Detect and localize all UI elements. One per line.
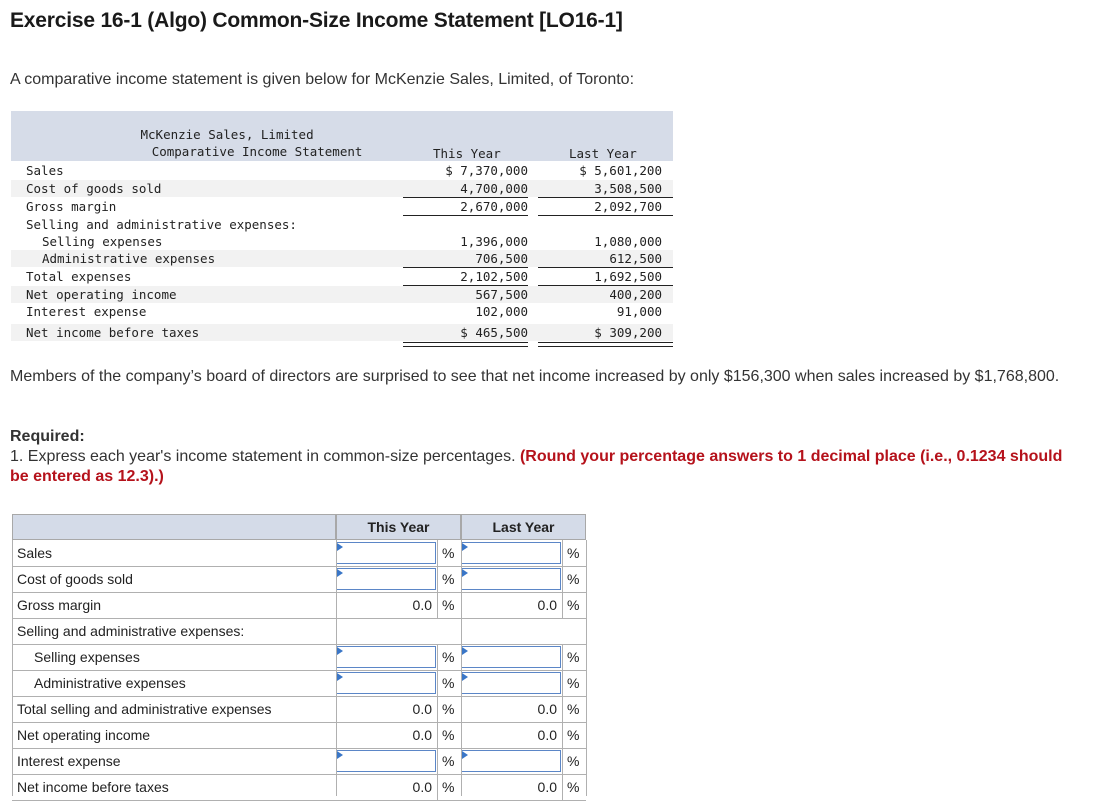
last-year-percent-value: 0.0 (537, 727, 557, 743)
table-border (461, 540, 462, 796)
stmt-this-year-value: 102,000 (475, 304, 528, 319)
percent-sign: % (567, 571, 580, 587)
intro-text: A comparative income statement is given below for McKenzie Sales, Limited, of Toronto: (10, 71, 635, 88)
stmt-last-year-value: 3,508,500 (594, 181, 662, 196)
last-year-percent-value: 0.0 (537, 779, 557, 795)
answer-row (12, 618, 586, 644)
input-marker-icon (462, 569, 468, 577)
answer-row (12, 696, 586, 722)
required-text: 1. Express each year's income statement in common-size percentages. (Round your percentage answers to 1 decimal place (i.e., 0.1234 should be entered as 12.3).) (10, 448, 1063, 485)
percent-sign: % (567, 597, 580, 613)
this-year-percent-value: 0.0 (412, 701, 432, 717)
input-marker-icon (337, 543, 343, 551)
stmt-underline (538, 285, 673, 286)
percent-sign: % (442, 545, 455, 561)
answer-header-blank (12, 514, 336, 540)
stmt-last-year-value: 2,092,700 (594, 199, 662, 214)
last-year-percent-input[interactable] (461, 646, 561, 668)
cell-divider (437, 566, 438, 592)
last-year-percent-input[interactable] (461, 672, 561, 694)
stmt-last-year-value: $ 309,200 (594, 325, 662, 340)
answer-row-label: Selling and administrative expenses: (17, 623, 245, 639)
answer-row (12, 748, 586, 774)
stmt-underline (403, 197, 528, 198)
cell-divider (437, 748, 438, 774)
answer-col-this-year: This Year (336, 514, 461, 540)
stmt-this-year-value: 567,500 (475, 287, 528, 302)
percent-sign: % (567, 779, 580, 795)
this-year-percent-input[interactable] (336, 542, 436, 564)
cell-divider (562, 592, 563, 618)
cell-divider (437, 592, 438, 618)
stmt-row-label: Selling expenses (42, 234, 163, 249)
this-year-percent-input[interactable] (336, 568, 436, 590)
last-year-percent-input[interactable] (461, 542, 561, 564)
input-marker-icon (337, 673, 343, 681)
input-marker-icon (337, 569, 343, 577)
answer-row-label: Selling expenses (34, 649, 140, 665)
stmt-col-this-year: This Year (433, 146, 501, 161)
table-border (586, 540, 587, 796)
stmt-row-label: Total expenses (26, 269, 132, 284)
stmt-this-year-value: $ 7,370,000 (445, 163, 528, 178)
answer-row (12, 670, 586, 696)
table-border (336, 540, 337, 796)
stmt-row-label: Selling and administrative expenses: (26, 217, 297, 232)
this-year-percent-value: 0.0 (412, 779, 432, 795)
stmt-underline (538, 342, 673, 343)
stmt-last-year-value: 1,692,500 (594, 269, 662, 284)
stmt-last-year-value: 1,080,000 (594, 234, 662, 249)
stmt-last-year-value: $ 5,601,200 (579, 163, 662, 178)
last-year-percent-input[interactable] (461, 750, 561, 772)
input-marker-icon (337, 647, 343, 655)
stmt-last-year-value: 612,500 (609, 251, 662, 266)
percent-sign: % (442, 701, 455, 717)
cell-divider (562, 644, 563, 670)
answer-row-label: Net income before taxes (17, 779, 169, 795)
required-label: Required: (10, 428, 85, 445)
stmt-this-year-value: $ 465,500 (460, 325, 528, 340)
company-name: McKenzie Sales, Limited (140, 127, 314, 142)
cell-divider (562, 540, 563, 566)
stmt-underline (538, 197, 673, 198)
cell-divider (562, 774, 563, 800)
percent-sign: % (567, 545, 580, 561)
stmt-last-year-value: 400,200 (609, 287, 662, 302)
input-marker-icon (462, 673, 468, 681)
stmt-this-year-value: 1,396,000 (460, 234, 528, 249)
stmt-underline (403, 285, 528, 286)
cell-divider (437, 644, 438, 670)
answer-row (12, 540, 586, 566)
answer-row-label: Administrative expenses (34, 675, 186, 691)
body-text: Members of the company’s board of directors are surprised to see that net income increased by only $156,300 when sales increased by $1,768,800. (10, 368, 1060, 385)
percent-sign: % (442, 753, 455, 769)
answer-row (12, 592, 586, 618)
stmt-col-last-year: Last Year (569, 146, 637, 161)
cell-divider (437, 722, 438, 748)
rounding-note: (Round your percentage answers to 1 decimal place (i.e., 0.1234 should be entered as 12.3).) (10, 448, 1063, 485)
answer-row (12, 774, 586, 800)
stmt-row-label: Sales (26, 163, 64, 178)
stmt-underline (538, 215, 673, 216)
answer-row-label: Total selling and administrative expenses (17, 701, 272, 717)
stmt-underline (403, 342, 528, 343)
this-year-percent-input[interactable] (336, 750, 436, 772)
percent-sign: % (442, 675, 455, 691)
statement-name: Comparative Income Statement (151, 144, 363, 159)
percent-sign: % (442, 779, 455, 795)
cell-divider (562, 722, 563, 748)
input-marker-icon (462, 751, 468, 759)
stmt-row-label: Gross margin (26, 199, 117, 214)
percent-sign: % (442, 597, 455, 613)
cell-divider (437, 540, 438, 566)
stmt-last-year-value: 91,000 (616, 304, 662, 319)
page-title: Exercise 16-1 (Algo) Common-Size Income Statement [LO16-1] (10, 9, 623, 32)
this-year-percent-value: 0.0 (412, 727, 432, 743)
stmt-this-year-value: 2,102,500 (460, 269, 528, 284)
answer-row-label: Cost of goods sold (17, 571, 133, 587)
cell-divider (562, 670, 563, 696)
percent-sign: % (567, 701, 580, 717)
percent-sign: % (442, 649, 455, 665)
stmt-this-year-value: 2,670,000 (460, 199, 528, 214)
stmt-underline (403, 215, 528, 216)
this-year-percent-input[interactable] (336, 672, 436, 694)
table-border (12, 540, 13, 796)
answer-row-label: Net operating income (17, 727, 151, 743)
comparative-income-statement (11, 111, 673, 347)
this-year-percent-value: 0.0 (412, 597, 432, 613)
stmt-underline (538, 267, 673, 268)
stmt-underline (403, 346, 528, 347)
answer-row-label: Interest expense (17, 753, 121, 769)
cell-divider (562, 566, 563, 592)
percent-sign: % (567, 727, 580, 743)
cell-divider (437, 696, 438, 722)
stmt-row-label: Net income before taxes (26, 325, 200, 340)
last-year-percent-value: 0.0 (537, 701, 557, 717)
stmt-row-label: Administrative expenses (42, 251, 216, 266)
answer-col-last-year: Last Year (461, 514, 586, 540)
cell-divider (562, 696, 563, 722)
stmt-this-year-value: 4,700,000 (460, 181, 528, 196)
last-year-percent-input[interactable] (461, 568, 561, 590)
percent-sign: % (567, 649, 580, 665)
percent-sign: % (442, 727, 455, 743)
stmt-underline (403, 267, 528, 268)
answer-row-label: Gross margin (17, 597, 102, 613)
last-year-percent-value: 0.0 (537, 597, 557, 613)
percent-sign: % (567, 753, 580, 769)
cell-divider (562, 748, 563, 774)
input-marker-icon (462, 543, 468, 551)
answer-table (12, 514, 586, 796)
row-divider (12, 800, 586, 801)
stmt-this-year-value: 706,500 (475, 251, 528, 266)
cell-divider (437, 670, 438, 696)
stmt-row-label: Cost of goods sold (26, 181, 162, 196)
input-marker-icon (462, 647, 468, 655)
cell-divider (437, 774, 438, 800)
answer-row (12, 644, 586, 670)
percent-sign: % (567, 675, 580, 691)
input-marker-icon (337, 751, 343, 759)
this-year-percent-input[interactable] (336, 646, 436, 668)
answer-row (12, 722, 586, 748)
stmt-row-label: Interest expense (26, 304, 147, 319)
answer-row (12, 566, 586, 592)
stmt-underline (538, 346, 673, 347)
percent-sign: % (442, 571, 455, 587)
answer-row-label: Sales (17, 545, 53, 561)
stmt-row-label: Net operating income (26, 287, 177, 302)
